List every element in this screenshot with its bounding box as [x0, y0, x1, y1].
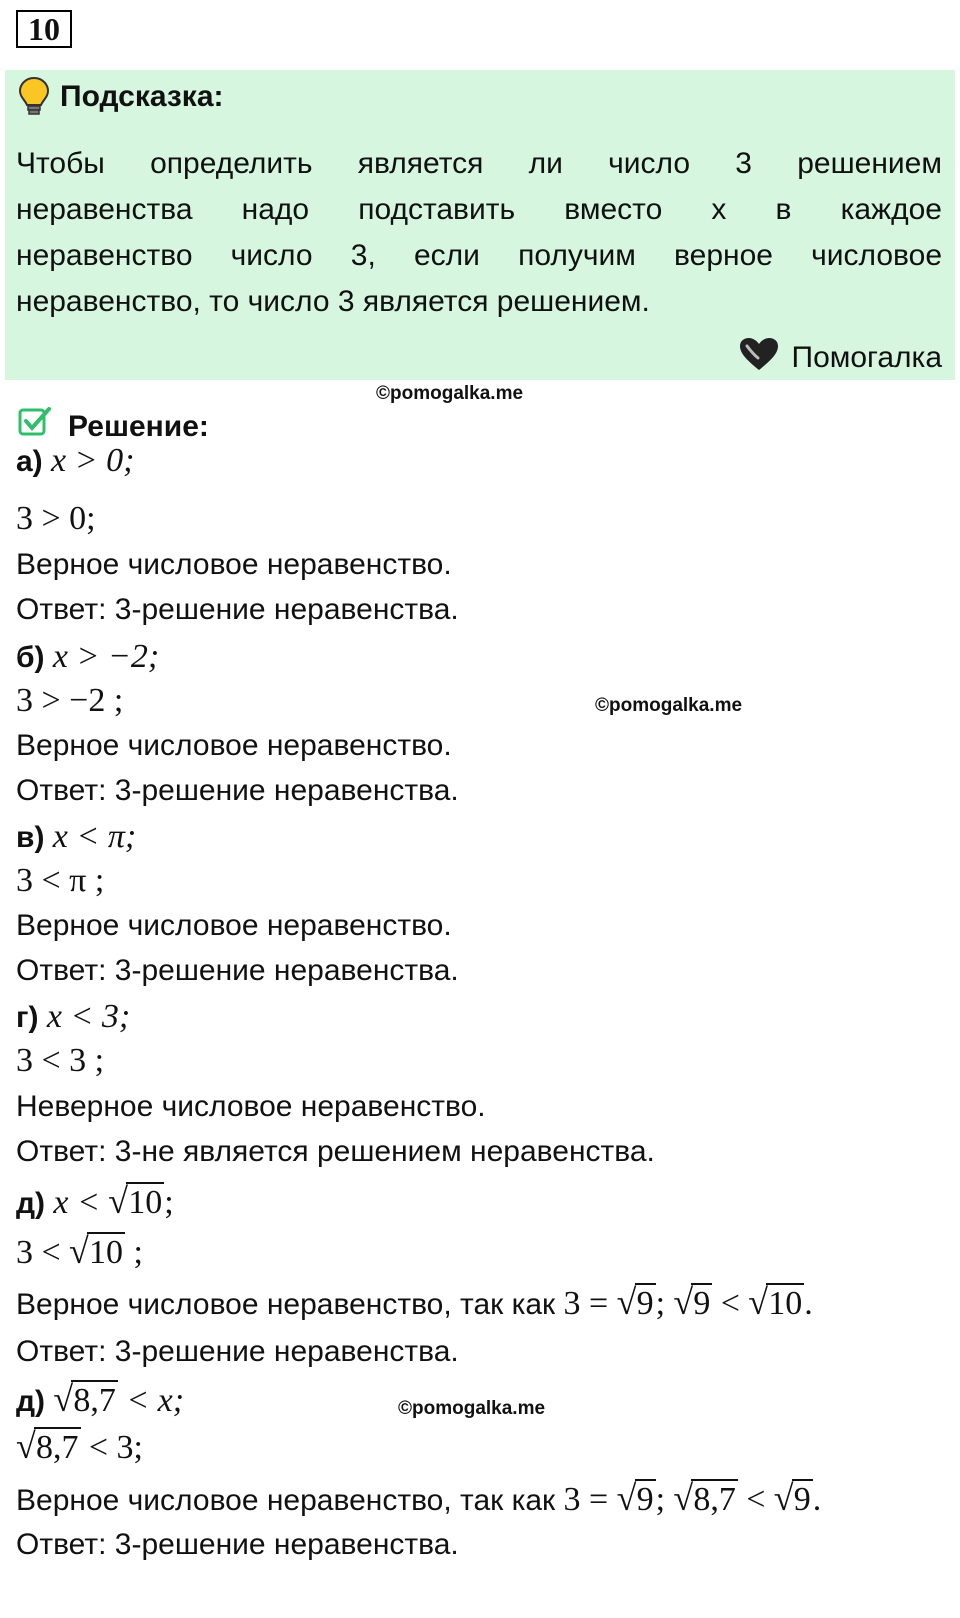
item-v-answer: Ответ: 3-решение неравенства. [16, 954, 459, 987]
item-v-verdict: Верное числовое неравенство. [16, 909, 452, 942]
item-g-answer: Ответ: 3-не является решением неравенства. [16, 1135, 655, 1168]
item-label: б) [16, 641, 45, 674]
task-number: 10 [16, 10, 72, 48]
math-expression: x > 0; [51, 442, 135, 479]
item-v-expr [16, 818, 136, 856]
item-d1-expr: д) x < √ 10; [16, 1184, 174, 1222]
item-d2-sub: √ 8,7 < 3; [16, 1429, 143, 1467]
hint-line: неравенство, то число 3 является решением. [16, 285, 650, 318]
math-expression: x < π; [52, 818, 137, 855]
sqrt: √ 10 [108, 1184, 164, 1222]
item-a-sub: 3 > 0; [16, 500, 96, 537]
credit [738, 336, 943, 380]
sqrt: √ 8,7 [673, 1481, 738, 1519]
math-expression: < x; [126, 1382, 185, 1419]
item-d2-expr [16, 1382, 184, 1420]
item-b-verdict: Верное числовое неравенство. [16, 729, 452, 762]
item-d1-verdict: Верное числовое неравенство, так как 3 = √ 9; √ 9 < √ 10. [16, 1285, 813, 1323]
hint-line: Чтобы определить является ли число 3 решением [16, 147, 942, 180]
sqrt: √ 9 [774, 1481, 813, 1519]
solution-title: Решение: [68, 410, 209, 443]
item-d1-answer: Ответ: 3-решение неравенства. [16, 1335, 459, 1368]
item-label: д) [16, 1187, 46, 1220]
item-b-expr [16, 638, 159, 676]
math-expression: x < [53, 1184, 100, 1221]
sqrt: √ 9 [617, 1481, 656, 1519]
item-label: в) [16, 821, 45, 854]
watermark: ©pomogalka.me [398, 1398, 546, 1419]
checkbox-check-icon [18, 406, 52, 443]
item-a-verdict: Верное числовое неравенство. [16, 548, 452, 581]
math-expression: x > −2; [52, 638, 160, 675]
lightbulb-icon [18, 76, 50, 121]
watermark: ©pomogalka.me [376, 383, 524, 404]
credit-label: Помогалка [791, 341, 942, 374]
item-g-expr [16, 998, 130, 1036]
item-b-answer: Ответ: 3-решение неравенства. [16, 774, 459, 807]
item-a-expr [16, 442, 134, 480]
hint-text [16, 141, 942, 325]
sqrt: √ 9 [673, 1285, 712, 1323]
sqrt: √ 8,7 [16, 1429, 81, 1467]
hint-line: неравенства надо подставить вместо x в каждое [16, 193, 942, 226]
sqrt: √ 9 [617, 1285, 656, 1323]
item-d2-verdict: Верное числовое неравенство, так как 3 = √ 9; √ 8,7 < √ 9. [16, 1481, 821, 1519]
item-g-verdict: Неверное числовое неравенство. [16, 1090, 486, 1123]
hint-title: Подсказка: [60, 80, 224, 113]
item-d1-sub: 3 < √ 10 ; [16, 1234, 143, 1272]
item-b-sub: 3 > −2 ; [16, 682, 124, 719]
item-g-sub: 3 < 3 ; [16, 1042, 105, 1079]
math-expression: x < 3; [46, 998, 131, 1035]
sqrt: √ 8,7 [53, 1382, 118, 1420]
item-d2-answer: Ответ: 3-решение неравенства. [16, 1528, 459, 1561]
item-label: д) [16, 1385, 46, 1418]
item-v-sub: 3 < π ; [16, 862, 105, 899]
item-a-answer: Ответ: 3-решение неравенства. [16, 593, 459, 626]
hint-line: неравенство число 3, если получим верное числовое [16, 239, 942, 272]
sqrt: √ 10 [69, 1234, 125, 1272]
item-label: г) [16, 1001, 39, 1034]
sqrt: √ 10 [748, 1285, 804, 1323]
heart-icon [738, 336, 780, 380]
item-label: а) [16, 445, 43, 478]
watermark: ©pomogalka.me [595, 695, 743, 716]
